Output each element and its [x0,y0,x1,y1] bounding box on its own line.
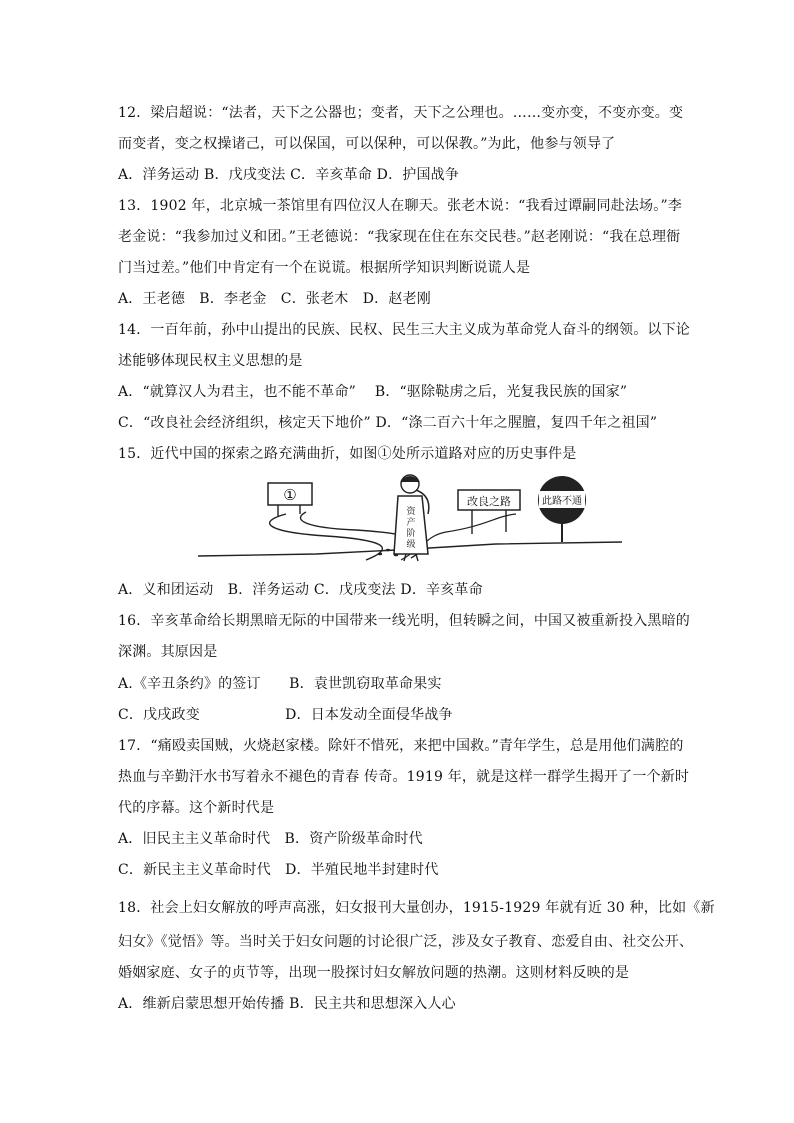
person-label-4: 级 [406,540,416,550]
q16-stem-line2: 深渊。其原因是 [118,644,218,660]
road-illustration [196,470,624,570]
sign-right-label: 此路不通 [542,496,582,507]
person-label-2: 产 [406,518,416,528]
q13-options: A．王老德 B．李老金 C．张老木 D．赵老刚 [118,291,431,307]
q16-options-line2: C．戊戌政变 D．日本发动全面侵华战争 [118,707,453,723]
person-figure [394,475,429,561]
q17-options-line2: C．新民主主义革命时代 D．半殖民地半封建时代 [118,862,439,878]
road-drawing [196,470,624,570]
q16-stem-line1: 16．辛亥革命给长期黑暗无际的中国带来一线光明，但转瞬之间，中国又被重新投入黑暗的 [118,613,691,629]
q17-stem-line2: 热血与辛勤汗水书写着永不褪色的青春 传奇。1919 年，就是这样一群学生揭开了一个新时 [118,769,690,785]
q18-options: A．维新启蒙思想开始传播 B．民主共和思想深入人心 [118,996,456,1012]
person-label-1: 资 [406,507,416,517]
sign-right [538,476,586,542]
q13-stem-line2: 老金说：“我参加过义和团。”王老德说：“我家现在住在东交民巷。”赵老刚说：“我在总理衙 [118,229,681,245]
q13-stem-line3: 门当过差。”他们中肯定有一个在说谎。根据所学知识判断说谎人是 [118,260,531,276]
q17-stem-line1: 17．“痛殴卖国贼，火烧赵家楼。除奸不惜死，来把中国救。”青年学生，总是用他们满腔的 [118,738,684,754]
q16-options-line1: A.《辛丑条约》的签订 B．袁世凯窃取革命果实 [118,676,442,692]
q14-options-line2: C．“改良社会经济组织，核定天下地价” D．“涤二百六十年之腥膻，复四千年之祖国” [118,415,658,431]
q14-stem-line2: 述能够体现民权主义思想的是 [118,353,303,369]
sign-middle-label: 改良之路 [467,495,511,508]
q17-options-line1: A．旧民主主义革命时代 B．资产阶级革命时代 [118,831,423,847]
q14-options-line1: A．“就算汉人为君主，也不能不革命” B．“驱除鞑虏之后，光复我民族的国家” [118,384,628,400]
q12-stem-line1: 12．梁启超说：“法者，天下之公器也；变者，天下之公理也。……变亦变，不变亦变。变 [118,105,684,121]
q15-options: A．义和团运动 B．洋务运动 C．戊戌变法 D．辛亥革命 [118,582,483,598]
q18-stem-line2: 妇女》《觉悟》等。当时关于妇女问题的讨论很广泛，涉及女子教育、恋爱自由、社交公开、 [118,934,694,950]
q12-stem-line2: 而变者，变之权操诸己，可以保国，可以保种，可以保教。”为此，他参与领导了 [118,136,616,152]
q17-stem-line3: 代的序幕。这个新时代是 [118,800,275,816]
sign-left [268,483,312,516]
q12-options: A．洋务运动 B．戊戌变法 C．辛亥革命 D．护国战争 [118,167,460,183]
q15-stem: 15．近代中国的探索之路充满曲折，如图①处所示道路对应的历史事件是 [118,446,577,462]
q18-stem-line3: 婚姻家庭、女子的贞节等，出现一股探讨妇女解放问题的热潮。这则材料反映的是 [118,965,630,981]
q18-stem-line1: 18．社会上妇女解放的呼声高涨，妇女报刊大量创办，1915-1929 年就有近 30 种，比如《新 [118,900,715,916]
person-label-3: 阶 [406,529,416,539]
sign-left-label: ① [283,486,297,504]
q14-stem-line1: 14．一百年前，孙中山提出的民族、民权、民生三大主义成为革命党人奋斗的纲领。以下论 [118,322,691,338]
q13-stem-line1: 13．1902 年，北京城一茶馆里有四位汉人在聊天。张老木说：“我看过谭嗣同赴法场。”李 [118,198,683,214]
